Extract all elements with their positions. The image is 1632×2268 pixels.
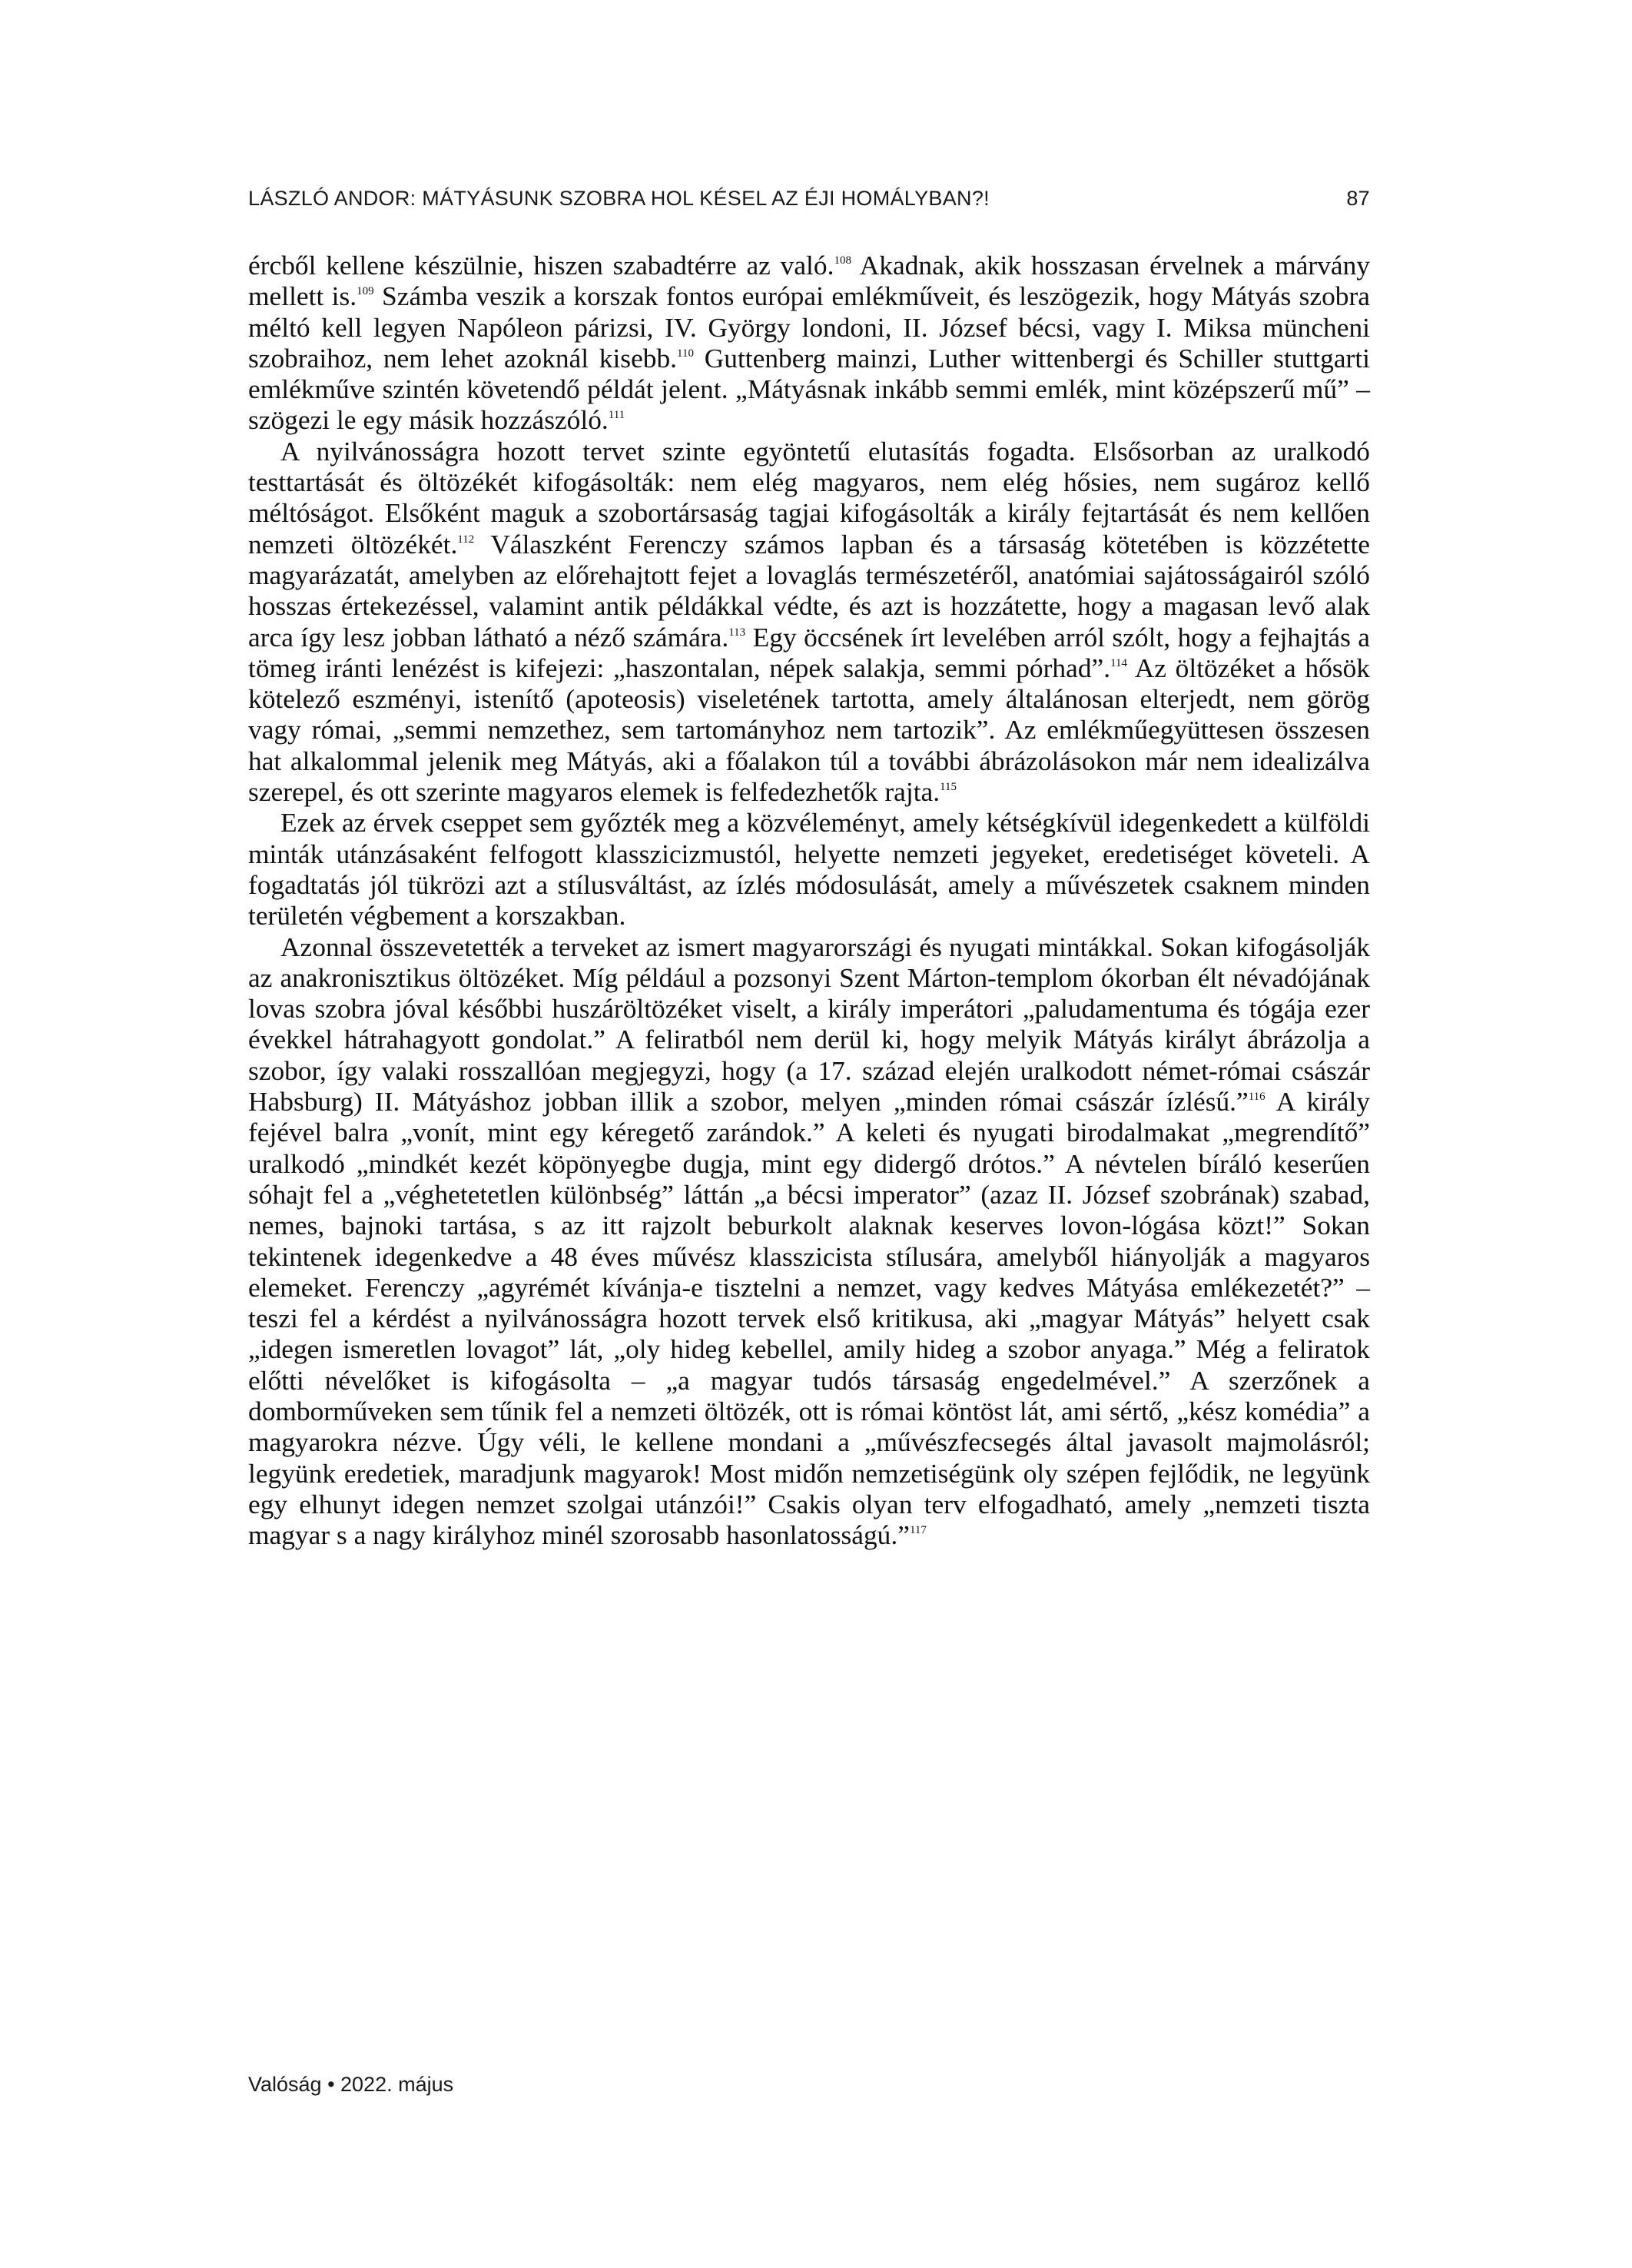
- text-run: Számba veszik a korszak fontos európai emlékműveit, és leszögezik, hogy Mátyás szobra méltó kell legyen Napóleon párizsi, IV. György londoni, II. József bécsi, vagy I. Miksa müncheni szobraihoz, nem lehet azoknál kisebb.: [248, 281, 1370, 374]
- footnote-ref-115: 115: [940, 781, 957, 794]
- page-footer: Valóság • 2022. május: [248, 2073, 454, 2096]
- paragraph-1: [248, 250, 1370, 436]
- footnote-ref-112: 112: [457, 533, 475, 546]
- footnote-ref-113: 113: [728, 626, 746, 639]
- text-run: Ezek az érvek cseppet sem győzték meg a közvéleményt, amely kétségkívül idegenkedett a külföldi minták utánzásaként felfogott klasszicizmustól, helyette nemzeti jegyeket, eredetiséget követeli. A fogadtatás jól tükrözi azt a stílusváltást, az ízlés módosulását, amely a művészetek csaknem minden területén végbement a korszakban.: [248, 807, 1370, 931]
- running-header: [248, 187, 1370, 211]
- article-body: [248, 250, 1370, 1550]
- text-run: Válaszként Ferenczy számos lapban és a társaság kötetében is közzétette magyarázatát, amelyben az előrehajtott fejet a lovaglás természetéről, anatómiai sajátosságairól szóló hosszas értekezéssel, valamint antik példákkal védte, és azt is hozzátette, hogy a magasan levő alak arca így lesz jobban látható a néző számára.: [248, 528, 1370, 653]
- footnote-ref-108: 108: [834, 254, 851, 267]
- text-run: A király fejével balra „vonít, mint egy kéregető zarándok.” A keleti és nyugati birodalmakat „megrendítő” uralkodó „mindkét kezét köpönyegbe dugja, mint egy didergő drótos.” A névtelen bíráló keserűen sóhajt fel a „véghetetetlen különbség” láttán „a bécsi imperator” (azaz II. József szobrának) szabad, nemes, bajnoki tartása, s az itt rajzolt beburkolt alaknak keserves lovon-lógása közt!” Sokan tekintenek idegenkedve a 48 éves művész klasszicista stílusára, amelyből hiányolják a magyaros elemeket. Ferenczy „agyrémét kívánja-e tisztelni a nemzet, vagy kedves Mátyása emlékezetét?” – teszi fel a kérdést a nyilvánosságra hozott tervek első kritikusa, aki „magyar Mátyás” helyett csak „idegen ismeretlen lovagot” lát, „oly hideg kebellel, amily hideg a szobor anyaga.” Még a feliratok előtti névelőket is kifogásolta – „a magyar tudós társaság engedelmével.” A szerzőnek a domborműveken sem tűnik fel a nemzeti öltözék, ott is római köntöst lát, ami sértő, „kész komédia” a magyarokra nézve. Úgy véli, le kellene mondani a „művészfecsegés által javasolt majmolásról; legyünk eredetiek, maradjunk magyarok! Most midőn nemzetiségünk oly szépen fejlődik, ne legyünk egy elhunyt idegen nemzet szolgai utánzói!” Csakis olyan terv elfogadható, amely „nemzeti tiszta magyar s a nagy királyhoz minél szorosabb hasonlatosságú.”: [248, 1086, 1370, 1551]
- paragraph-2: [248, 436, 1370, 808]
- text-run: ércből kellene készülnie, hiszen szabadtérre az való.: [248, 250, 834, 281]
- footnote-ref-111: 111: [608, 409, 625, 422]
- footnote-ref-116: 116: [1248, 1091, 1265, 1104]
- text-run: Azonnal összevetették a terveket az ismert magyarországi és nyugati mintákkal. Sokan kifogásolják az anakronisztikus öltözéket. Míg például a pozsonyi Szent Márton-templom ókorban élt névadójának lovas szobra jóval későbbi huszáröltözéket viselt, a király imperátori „paludamentuma és tógája ezer évekkel hátrahagyott gondolat.” A feliratból nem derül ki, hogy melyik Mátyás királyt ábrázolja a szobor, így valaki rosszallóan megjegyzi, hogy (a 17. század elején uralkodott német-római császár Habsburg) II. Mátyáshoz jobban illik a szobor, melyen „minden római császár ízlésű.”: [248, 931, 1370, 1117]
- footnote-ref-114: 114: [1110, 656, 1128, 669]
- running-title: LÁSZLÓ ANDOR: MÁTYÁSUNK SZOBRA HOL KÉSEL AZ ÉJI HOMÁLYBAN?!: [248, 187, 990, 210]
- page-number: 87: [1346, 187, 1370, 210]
- footnote-ref-110: 110: [677, 347, 694, 360]
- text-run: A nyilvánosságra hozott tervet szinte egyöntetű elutasítás fogadta. Elsősorban az uralkodó testtartását és öltözékét kifogásolták: nem elég magyaros, nem elég hősies, nem sugároz kellő méltóságot. Elsőként maguk a szobortársaság tagjai kifogásolták a király fejtartását és nem kellően nemzeti öltözékét.: [248, 435, 1370, 560]
- text-run: Akadnak, akik hosszasan érvelnek a márvány mellett is.: [248, 250, 1371, 312]
- paragraph-4: [248, 931, 1370, 1551]
- text-run: Egy öccsének írt levelében arról szólt, hogy a fejhajtás a tömeg iránti lenézést is kifejezi: „haszontalan, népek salakja, semmi pórhad”.: [248, 621, 1371, 683]
- paragraph-3: [248, 807, 1370, 931]
- footnote-ref-109: 109: [357, 285, 374, 298]
- text-run: Guttenberg mainzi, Luther wittenbergi és Schiller stuttgarti emlékműve szintén követendő példát jelent. „Mátyásnak inkább semmi emlék, mint középszerű mű” – szögezi le egy másik hozzászóló.: [248, 342, 1370, 436]
- text-run: Az öltözéket a hősök kötelező eszményi, istenítő (apoteosis) viseletének tartotta, amely általánosan elterjedt, nem görög vagy római, „semmi nemzethez, sem tartományhoz nem tartozik”. Az emlékműegyüttesen összesen hat alkalommal jelenik meg Mátyás, aki a főalakon túl a további ábrázolásokon már nem idealizálva szerepel, és ott szerinte magyaros elemek is felfedezhetők rajta.: [248, 652, 1370, 808]
- footnote-ref-117: 117: [909, 1524, 927, 1537]
